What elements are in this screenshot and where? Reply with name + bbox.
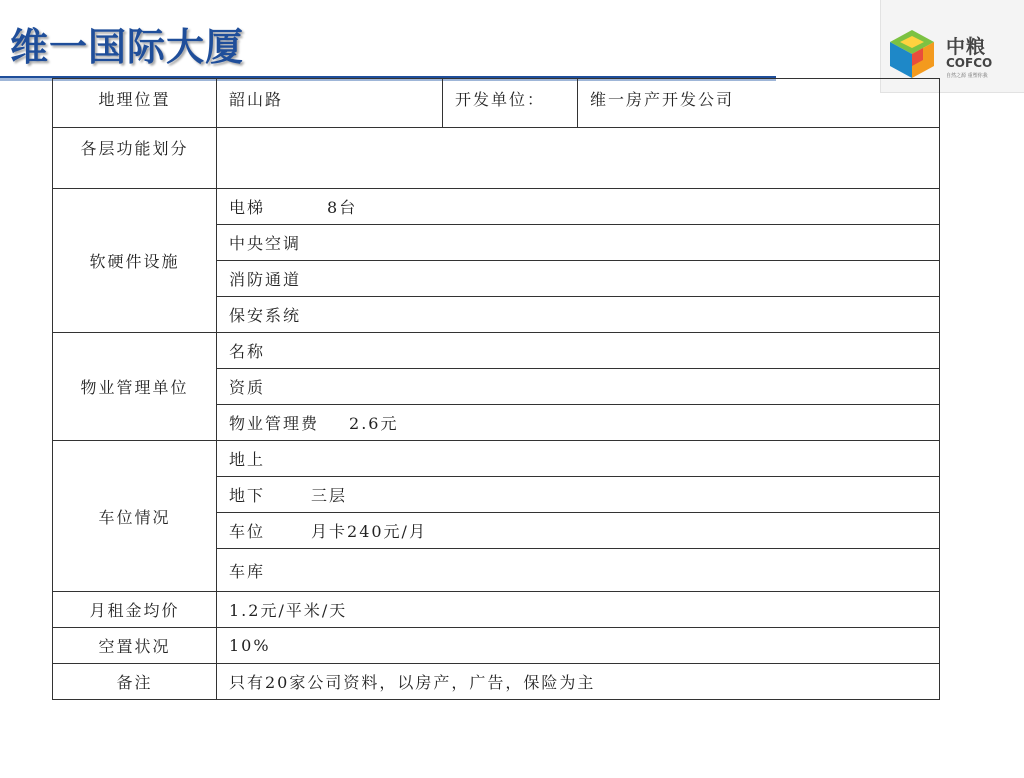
location-value: 韶山路 (217, 79, 443, 128)
parking-name: 车位 (229, 522, 266, 541)
parking-name: 车库 (229, 561, 266, 581)
property-name: 名称 (229, 342, 266, 361)
facility-row (217, 297, 940, 333)
parking-value: 月卡240元/月 (311, 522, 427, 541)
table-row (53, 189, 940, 225)
facility-row (217, 225, 940, 261)
table-row (53, 628, 940, 664)
table-row (53, 79, 940, 128)
developer-value: 维一房产开发公司 (578, 79, 940, 128)
floors-label: 各层功能划分 (53, 128, 217, 189)
facility-value: 8台 (327, 198, 358, 217)
property-label: 物业管理单位 (53, 333, 217, 441)
parking-row (217, 549, 940, 592)
parking-label: 车位情况 (53, 441, 217, 592)
property-value: 2.6元 (349, 414, 399, 433)
facility-name: 保安系统 (229, 306, 302, 325)
logo-text-en: COFCO (946, 56, 993, 70)
property-row (217, 405, 940, 441)
notes-label: 备注 (53, 664, 217, 700)
logo-text-cn: 中粮 (946, 36, 987, 58)
notes-value: 只有20家公司资料，以房产，广告，保险为主 (217, 664, 940, 700)
facility-row (217, 261, 940, 297)
facility-row (217, 189, 940, 225)
parking-name: 地上 (229, 450, 266, 469)
table-row (53, 128, 940, 189)
slide-title: 维一国际大厦 (10, 25, 245, 69)
facility-name: 消防通道 (229, 270, 302, 289)
building-info-table (52, 78, 940, 700)
facility-name: 中央空调 (229, 234, 302, 253)
table-row (53, 664, 940, 700)
vacancy-value: 10% (217, 628, 940, 664)
cofco-logo-icon (886, 28, 938, 80)
rent-label: 月租金均价 (53, 592, 217, 628)
parking-row (217, 477, 940, 513)
table-row (53, 333, 940, 369)
property-name: 资质 (229, 378, 266, 397)
table-row (53, 592, 940, 628)
vacancy-label: 空置状况 (53, 628, 217, 664)
property-row (217, 369, 940, 405)
property-row (217, 333, 940, 369)
developer-label: 开发单位： (443, 79, 578, 128)
parking-value: 三层 (311, 486, 348, 505)
facility-name: 电梯 (229, 198, 266, 217)
rent-value: 1.2元/平米/天 (217, 592, 940, 628)
parking-name: 地下 (229, 486, 266, 505)
location-label: 地理位置 (53, 79, 217, 128)
table-row (53, 441, 940, 477)
parking-row (217, 441, 940, 477)
property-name: 物业管理费 (229, 414, 320, 433)
floors-value (217, 128, 940, 189)
logo-tagline: 自然之源 重塑你我 (946, 73, 988, 79)
facilities-label: 软硬件设施 (53, 189, 217, 333)
parking-row (217, 513, 940, 549)
